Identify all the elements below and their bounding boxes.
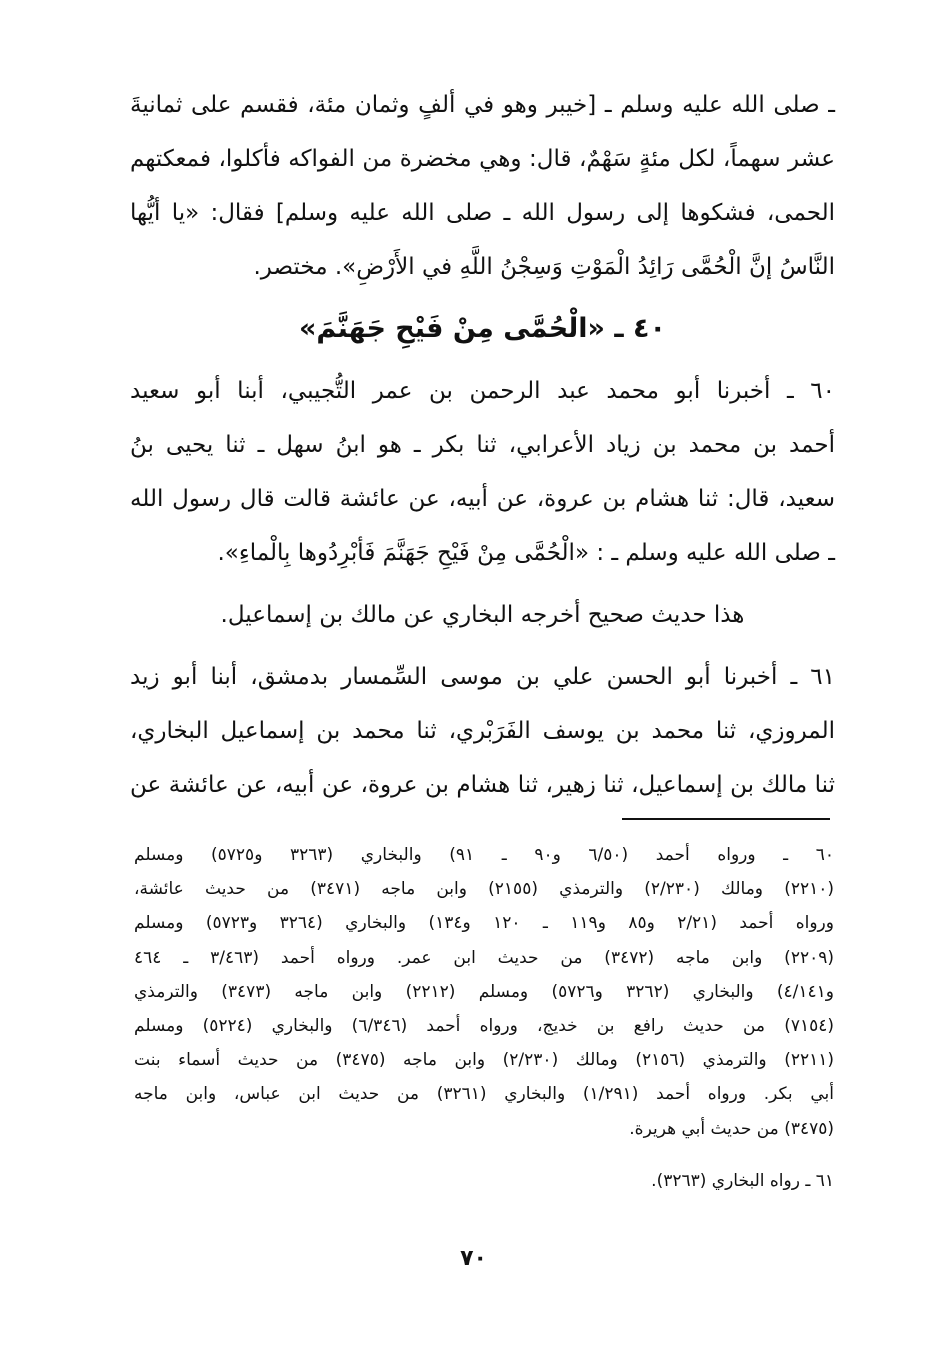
text-line: النَّاسُ إنَّ الْحُمَّى رَائِدُ الْمَوْتِ وَسِجْنُ اللَّهِ في الأَرْضِ». مختصر. [253,254,835,280]
footnote-line: (٢٢١١) والترمذي (٢١٥٦) ومالك (٢/٢٣٠) وابن ماجه (٣٤٧٥) من حديث أسماء بنت [134,1050,834,1071]
text-line: أحمد بن محمد بن زياد الأعرابي، ثنا بكر ـ هو ابنُ سهل ـ ثنا يحيى بنُ [130,432,835,458]
text-line: ـ صلى الله عليه وسلم ـ [خيبر وهو في ألفٍ وثمان مئة، فقسم على ثمانيةَ [130,92,835,118]
footnote-line: ورواه أحمد (٢/٢١ و٨٥ و١١٩ ـ ١٢٠ و١٣٤) والبخاري (٣٢٦٤ و٥٧٢٣) ومسلم [134,913,834,934]
footnotes [134,838,834,1198]
main-text [130,78,835,812]
footnote-line: (٢٢٠٩) وابن ماجه (٣٤٧٢) من حديث ابن عمر. ورواه أحمد (٣/٤٦٣ ـ ٤٦٤ [134,947,834,968]
footnote-line: و٤/١٤١) والبخاري (٣٢٦٢ و٥٧٢٦) ومسلم (٢٢١٢) وابن ماجه (٣٤٧٣) والترمذي [134,981,835,1002]
text-line: عشر سهماً، لكل مئةٍ سَهْمٌ، قال: وهي مخضرة من الفواكه فأكلوا، فمعكتهم [130,146,835,172]
footnote-line: (٢٢١٠) ومالك (٢/٢٣٠) والترمذي (٢١٥٥) وابن ماجه (٣٤٧١) من حديث عائشة، [134,879,834,900]
page-number: ٧٠ [460,1246,487,1271]
footnote-line: (٧١٥٤) من حديث رافع بن خديج، ورواه أحمد (٦/٣٤٦) والبخاري (٥٢٢٤) ومسلم [134,1016,835,1037]
footnote-line: (٣٤٧٥) من حديث أبي هريرة. [629,1118,834,1139]
footnote-61: ٦١ ـ رواه البخاري (٣٢٦٣). [651,1170,834,1191]
text-line: المروزي، ثنا محمد بن يوسف الفَرَبْري، ثنا محمد بن إسماعيل البخاري، [130,718,835,744]
text-line: سعيد، قال: ثنا هشام بن عروة، عن أبيه، عن عائشة قالت قال رسول الله [130,486,835,512]
chapter-heading: ٤٠ ـ «الْحُمَّى مِنْ فَيْحِ جَهَنَّمَ» [298,313,666,344]
text-line: ـ صلى الله عليه وسلم ـ : «الْحُمَّى مِنْ فَيْحِ جَهَنَّمَ فَأبْرِدُوها بِالْماءِ». [217,540,835,566]
text-line: ٦٠ ـ أخبرنا أبو محمد عبد الرحمن بن عمر التُّجيبي، أبنا أبو سعيد [130,378,835,404]
hadith-grading: هذا حديث صحيح أخرجه البخاري عن مالك بن إسماعيل. [220,602,745,628]
text-line: ثنا مالك بن إسماعيل، ثنا زهير، ثنا هشام بن عروة، عن أبيه، عن عائشة عن [130,772,835,798]
footnote-separator [622,818,830,820]
text-line: الحمى، فشكوها إلى رسول الله ـ صلى الله عليه وسلم] فقال: «يا أيُّها [130,200,835,226]
footnote-line: ٦٠ ـ ورواه أحمد (٦/٥٠ و٩٠ ـ ٩١) والبخاري (٣٢٦٣ و٥٧٢٥) ومسلم [134,845,835,865]
footnote-line: أبي بكر. ورواه أحمد (١/٢٩١) والبخاري (٣٢٦١) من حديث ابن عباس، وابن ماجه [134,1084,834,1105]
text-line: ٦١ ـ أخبرنا أبو الحسن علي بن موسى السِّمسار بدمشق، أبنا أبو زيد [130,664,835,690]
